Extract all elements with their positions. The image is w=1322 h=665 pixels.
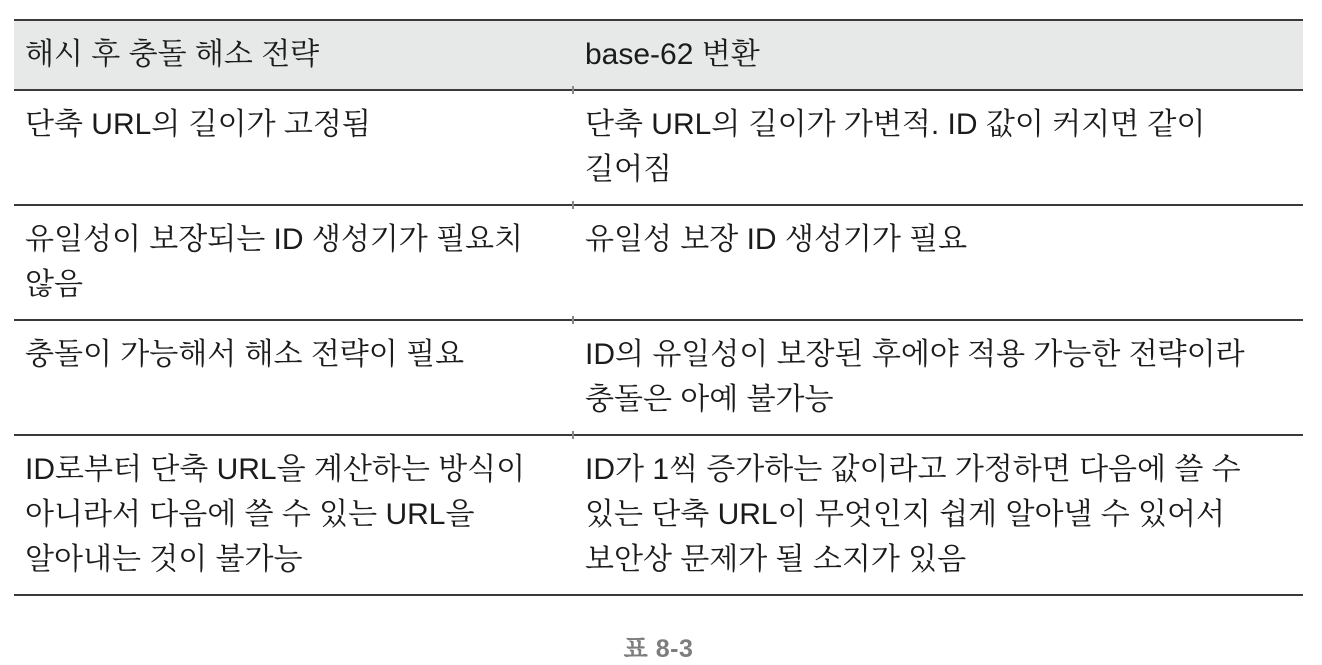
table-row	[14, 435, 1303, 595]
column-header-hash-collision-strategy: 해시 후 충돌 해소 전략	[14, 20, 573, 90]
cell-collision-right: ID의 유일성이 보장된 후에야 적용 가능한 전략이라 충돌은 아예 불가능	[573, 320, 1303, 435]
cell-url-length-right: 단축 URL의 길이가 가변적. ID 값이 커지면 같이 길어짐	[573, 90, 1303, 205]
table-row	[14, 90, 1303, 205]
table-header-row	[14, 20, 1303, 90]
cell-predictability-right: ID가 1씩 증가하는 값이라고 가정하면 다음에 쓸 수 있는 단축 URL이 무엇인지 쉽게 알아낼 수 있어서 보안상 문제가 될 소지가 있음	[573, 435, 1303, 595]
cell-id-generator-left: 유일성이 보장되는 ID 생성기가 필요치 않음	[14, 205, 573, 320]
comparison-table	[14, 19, 1303, 596]
document-page	[0, 19, 1322, 663]
table-row	[14, 205, 1303, 320]
table-row	[14, 320, 1303, 435]
column-header-base62-conversion: base-62 변환	[573, 20, 1303, 90]
cell-collision-left: 충돌이 가능해서 해소 전략이 필요	[14, 320, 573, 435]
table-caption: 표 8-3	[623, 635, 694, 663]
cell-url-length-left: 단축 URL의 길이가 고정됨	[14, 90, 573, 205]
cell-id-generator-right: 유일성 보장 ID 생성기가 필요	[573, 205, 1303, 320]
cell-predictability-left: ID로부터 단축 URL을 계산하는 방식이 아니라서 다음에 쓸 수 있는 URL을 알아내는 것이 불가능	[14, 435, 573, 595]
